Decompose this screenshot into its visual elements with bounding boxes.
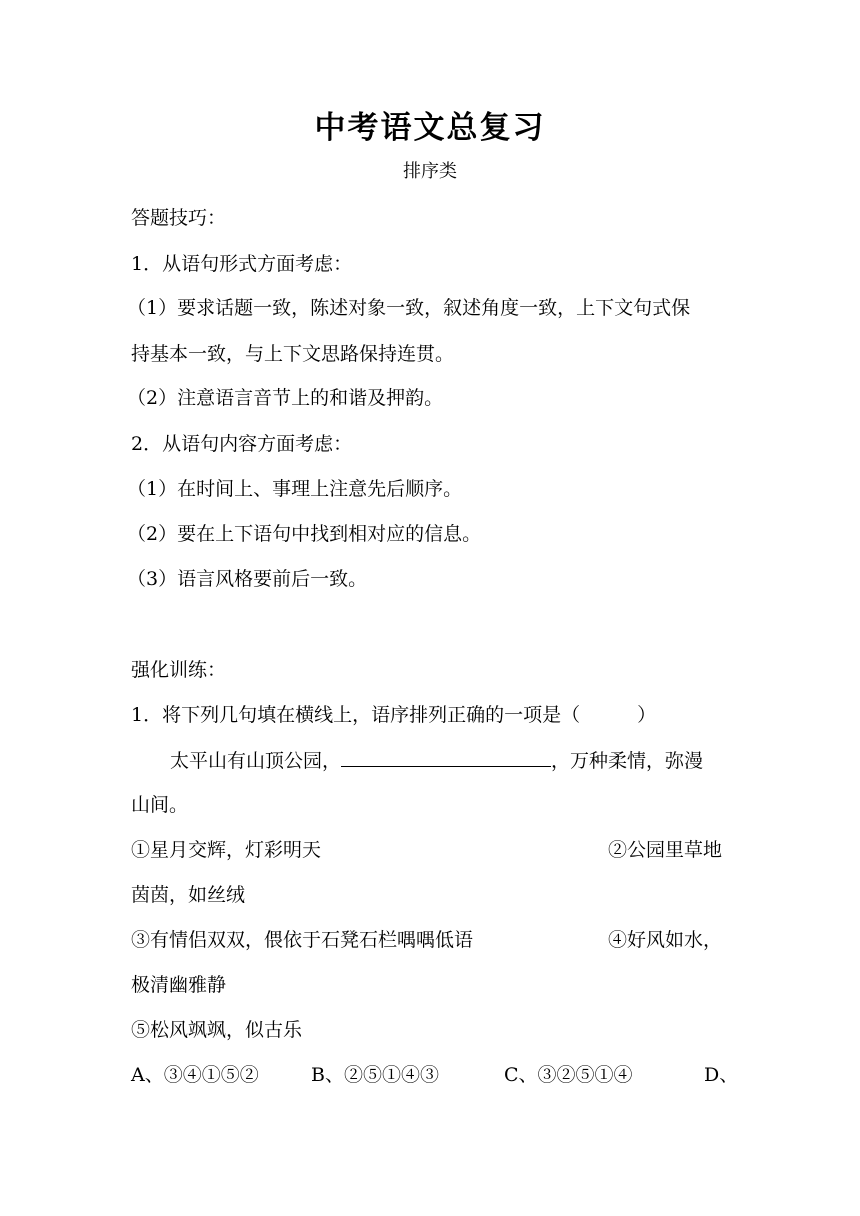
- sentence-option-1: ①星月交辉，灯彩明天: [131, 839, 322, 861]
- tips-heading: 答题技巧：: [131, 207, 227, 229]
- sentence-option-4-cont: 极清幽雅静: [131, 974, 227, 996]
- tips-section-2-item-1: （1）在时间上、事理上注意先后顺序。: [127, 478, 463, 500]
- answer-blank: [341, 748, 551, 767]
- tips-section-2-item-3: （3）语言风格要前后一致。: [127, 568, 368, 590]
- answer-choice-d: D、: [704, 1064, 739, 1086]
- passage-before-blank: 太平山有山顶公园，: [170, 750, 342, 772]
- tips-section-2-item-2: （2）要在上下语句中找到相对应的信息。: [127, 523, 482, 545]
- tips-section-1-item-1: （1）要求话题一致，陈述对象一致，叙述角度一致，上下文句式保: [127, 297, 691, 319]
- question-stem: 1．将下列几句填在横线上，语序排列正确的一项是（ ）: [131, 704, 657, 726]
- sentence-option-5: ⑤松风飒飒，似古乐: [131, 1019, 303, 1041]
- passage-after-blank: ，万种柔情，弥漫: [551, 750, 704, 772]
- tips-section-2-title: 2．从语句内容方面考虑：: [131, 433, 353, 455]
- answer-choice-b: B、②⑤①④③: [311, 1064, 439, 1086]
- question-passage: [170, 748, 703, 773]
- tips-section-1-title: 1．从语句形式方面考虑：: [131, 253, 353, 275]
- tips-section-1-item-2: （2）注意语言音节上的和谐及押韵。: [127, 387, 444, 409]
- sentence-option-4: ④好风如水，: [608, 929, 723, 951]
- sentence-option-3: ③有情侣双双，偎依于石凳石栏喁喁低语: [131, 929, 474, 951]
- sentence-option-2: ②公园里草地: [608, 839, 723, 861]
- question-passage-cont: 山间。: [131, 794, 189, 816]
- tips-section-1-item-1-cont: 持基本一致，与上下文思路保持连贯。: [131, 343, 455, 365]
- page-subtitle: 排序类: [403, 161, 457, 182]
- answer-choice-a: A、③④①⑤②: [131, 1064, 259, 1086]
- training-heading: 强化训练：: [131, 659, 227, 681]
- answer-choice-c: C、③②⑤①④: [504, 1064, 633, 1086]
- sentence-option-2-cont: 茵茵，如丝绒: [131, 884, 246, 906]
- page-title: 中考语文总复习: [314, 110, 546, 146]
